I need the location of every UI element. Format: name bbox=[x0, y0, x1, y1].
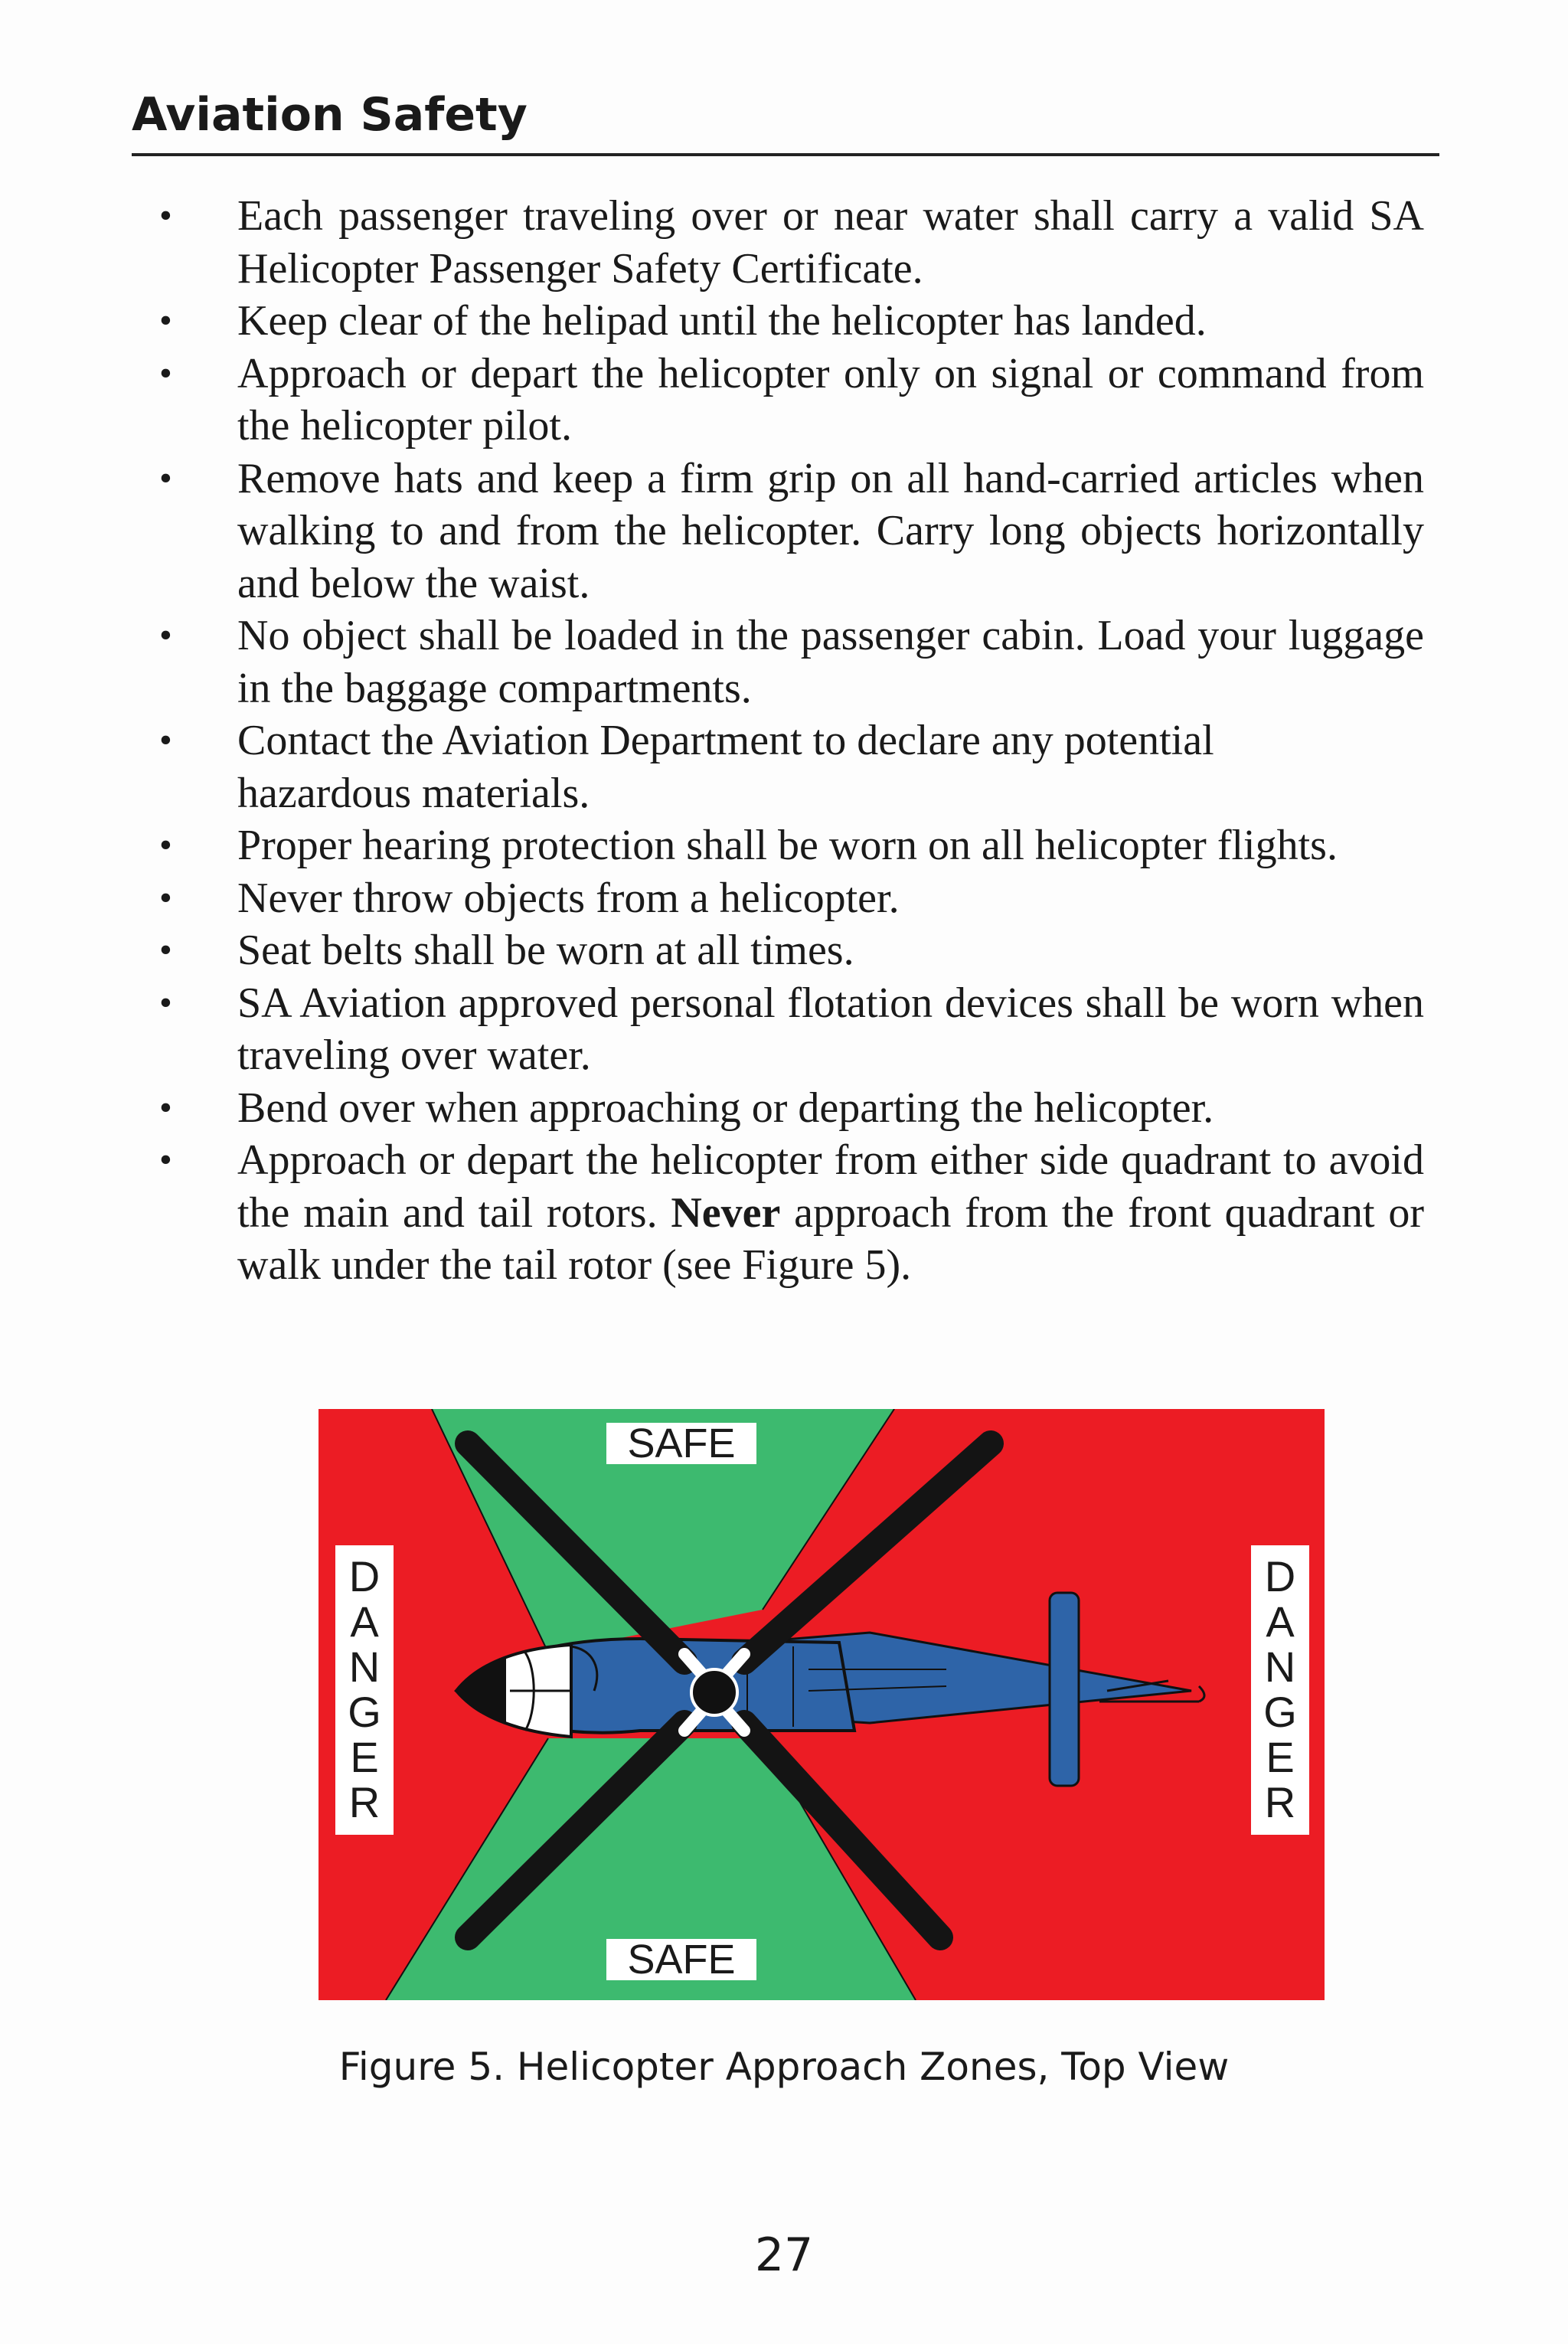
title-rule bbox=[132, 153, 1439, 156]
bullet-dot: • bbox=[159, 615, 172, 655]
bullet-dot: • bbox=[159, 877, 172, 918]
danger-letter: A bbox=[350, 1597, 379, 1646]
danger-letter: G bbox=[1263, 1688, 1297, 1736]
danger-letter: D bbox=[1264, 1552, 1296, 1600]
bullet-dot: • bbox=[159, 825, 172, 865]
list-item-text-part: approach from the front quadrant or walk under the tail rotor (see Figure 5). bbox=[237, 1188, 1425, 1289]
list-item bbox=[153, 714, 1424, 819]
bullet-dot: • bbox=[159, 352, 172, 394]
danger-letter: R bbox=[1264, 1778, 1296, 1826]
danger-letter: N bbox=[348, 1643, 381, 1691]
stabilizer bbox=[1050, 1593, 1079, 1786]
bullet-dot: • bbox=[159, 982, 172, 1023]
section-title: Aviation Safety bbox=[132, 88, 528, 142]
danger-letter: D bbox=[348, 1552, 381, 1600]
safe-label-top: SAFE bbox=[627, 1420, 736, 1466]
list-item-text: Proper hearing protection shall be worn on all helicopter flights. bbox=[237, 822, 1338, 869]
danger-letter: E bbox=[1266, 1733, 1295, 1781]
list-item-text: Approach or depart the helicopter only on signal or command from the helicopter pilot. bbox=[237, 349, 1424, 450]
list-item-text: SA Aviation approved personal flotation devices shall be worn when traveling over water. bbox=[237, 979, 1424, 1079]
danger-letter: R bbox=[348, 1778, 381, 1826]
list-item bbox=[153, 190, 1424, 295]
helicopter-approach-figure bbox=[318, 1409, 1325, 2000]
bullet-dot: • bbox=[159, 457, 172, 499]
list-item-text: Never throw objects from a helicopter. bbox=[237, 874, 900, 922]
list-item-text: Remove hats and keep a firm grip on all hand-carried articles when walking to and from the helicopter. Carry long objects horizontally and below the waist. bbox=[237, 454, 1424, 607]
emphasis-never: Never bbox=[671, 1188, 781, 1237]
list-item-text: Seat belts shall be worn at all times. bbox=[237, 927, 854, 974]
bullet-dot: • bbox=[159, 720, 172, 760]
page-number: 27 bbox=[754, 2228, 814, 2282]
list-item-text bbox=[237, 1134, 1424, 1292]
list-item bbox=[153, 819, 1424, 872]
list-item bbox=[153, 610, 1424, 714]
list-item bbox=[153, 295, 1424, 348]
danger-letter: N bbox=[1264, 1643, 1296, 1691]
figure-caption: Figure 5. Helicopter Approach Zones, Top View bbox=[338, 2045, 1230, 2089]
list-item-text: Each passenger traveling over or near water shall carry a valid SA Helicopter Passenger Safety Certificate. bbox=[237, 192, 1424, 293]
bullet-dot: • bbox=[159, 1087, 172, 1128]
danger-letter: G bbox=[348, 1688, 381, 1736]
list-item bbox=[153, 348, 1424, 453]
list-item bbox=[153, 1082, 1424, 1135]
list-item-text: No object shall be loaded in the passenger cabin. Load your luggage in the baggage compartments. bbox=[237, 612, 1424, 712]
list-item-text: Contact the Aviation Department to declare any potential hazardous materials. bbox=[237, 717, 1214, 817]
list-item bbox=[153, 453, 1424, 610]
bullet-dot: • bbox=[159, 300, 172, 341]
bullet-dot: • bbox=[159, 1139, 172, 1180]
danger-label-right bbox=[1263, 1552, 1297, 1826]
danger-label-left bbox=[348, 1552, 381, 1826]
danger-letter: A bbox=[1266, 1597, 1295, 1646]
list-item-text-part: Approach or depart the helicopter from either side quadrant to avoid the main and tail rotors. bbox=[237, 1136, 1424, 1237]
list-item bbox=[153, 924, 1424, 977]
rotor-hub bbox=[691, 1669, 737, 1715]
bullet-dot: • bbox=[159, 930, 172, 970]
danger-letter: E bbox=[350, 1733, 379, 1781]
approach-zones-diagram bbox=[318, 1409, 1325, 2000]
list-item bbox=[153, 872, 1424, 925]
list-item-text: Keep clear of the helipad until the helicopter has landed. bbox=[237, 297, 1207, 345]
list-item-text: Bend over when approaching or departing the helicopter. bbox=[237, 1084, 1214, 1132]
list-item bbox=[153, 977, 1424, 1082]
list-item bbox=[153, 1134, 1424, 1292]
bullet-list bbox=[153, 190, 1424, 1292]
safe-label-bottom: SAFE bbox=[627, 1937, 736, 1983]
bullet-dot: • bbox=[159, 195, 172, 236]
